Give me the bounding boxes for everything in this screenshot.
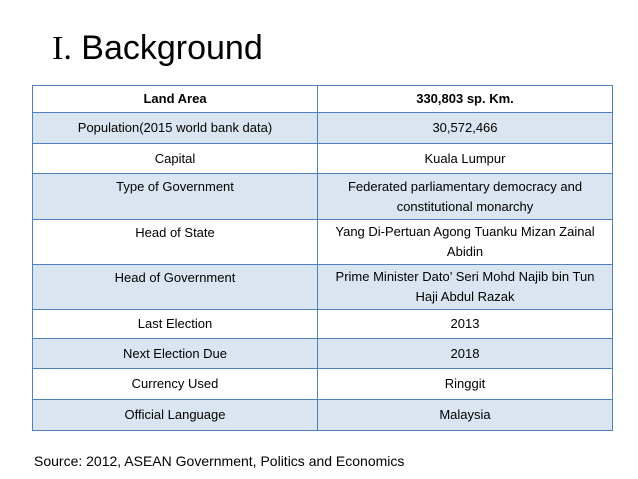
row-value-cell: Ringgit <box>318 369 613 400</box>
row-value-cell: Prime Minister Dato’ Seri Mohd Najib bin Tun Haji Abdul Razak <box>318 265 613 310</box>
row-value-cell: 30,572,466 <box>318 113 613 144</box>
table-row-head-of-government <box>33 265 613 310</box>
title-numeral: I. <box>52 30 72 67</box>
row-label-cell: Head of State <box>33 220 318 265</box>
table-row-head-of-state <box>33 220 613 265</box>
row-label-cell: Capital <box>33 144 318 174</box>
title-text: Background <box>81 29 263 67</box>
row-value-cell: Malaysia <box>318 400 613 431</box>
source-note: Source: 2012, ASEAN Government, Politics and Economics <box>34 453 405 469</box>
table-row-last-election <box>33 310 613 339</box>
header-value-cell: 330,803 sp. Km. <box>318 86 613 113</box>
table-header-row <box>33 86 613 113</box>
row-value-cell: Federated parliamentary democracy and constitutional monarchy <box>318 174 613 220</box>
row-value-cell: Kuala Lumpur <box>318 144 613 174</box>
table-row-population <box>33 113 613 144</box>
row-value-cell: Yang Di-Pertuan Agong Tuanku Mizan Zainal Abidin <box>318 220 613 265</box>
table-row-next-election <box>33 339 613 369</box>
table-row-official-language <box>33 400 613 431</box>
table-row-government-type <box>33 174 613 220</box>
row-label-cell: Next Election Due <box>33 339 318 369</box>
row-value-cell: 2013 <box>318 310 613 339</box>
row-label-cell: Currency Used <box>33 369 318 400</box>
slide-title <box>52 26 263 71</box>
row-label-cell: Official Language <box>33 400 318 431</box>
row-label-cell: Population(2015 world bank data) <box>33 113 318 144</box>
row-label-cell: Last Election <box>33 310 318 339</box>
row-label-cell: Type of Government <box>33 174 318 220</box>
table-row-currency <box>33 369 613 400</box>
background-table <box>32 85 613 431</box>
row-label-cell: Head of Government <box>33 265 318 310</box>
table-row-capital <box>33 144 613 174</box>
header-label-cell: Land Area <box>33 86 318 113</box>
row-value-cell: 2018 <box>318 339 613 369</box>
